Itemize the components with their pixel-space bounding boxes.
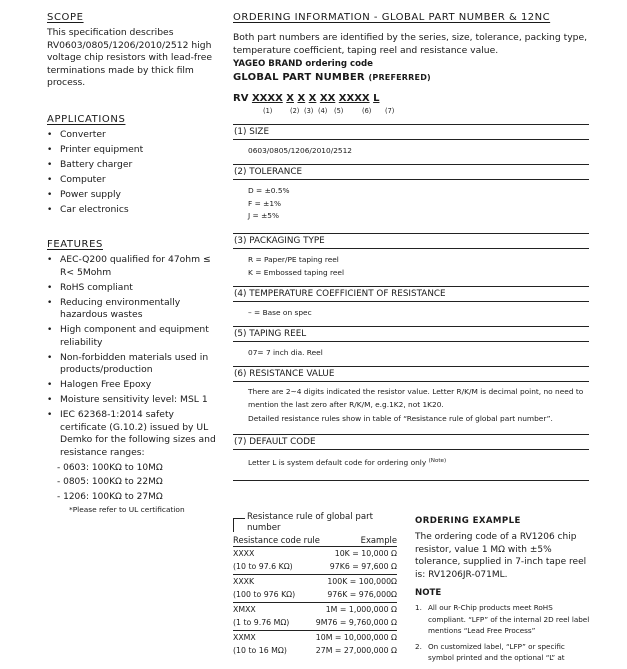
note-text: On customized label, “LFP” or specific symbol printed and the optional “L” at	[428, 641, 565, 662]
field-title: (6) RESISTANCE VALUE	[233, 366, 589, 382]
code-part: X	[297, 93, 306, 104]
table-cell: (10 to 97.6 KΩ)	[233, 562, 293, 571]
field-line: D = ±0.5%	[248, 186, 290, 195]
ordering-heading: ORDERING INFORMATION - GLOBAL PART NUMBER & 12NC	[233, 12, 551, 23]
note-number: 2.	[415, 641, 422, 651]
note-number: 1.	[415, 603, 422, 612]
note-title: NOTE	[415, 588, 442, 598]
code-part: X	[286, 93, 294, 104]
list-item: • Car electronics	[47, 204, 219, 217]
yageo-ordering-code-label: YAGEO BRAND ordering code	[233, 59, 373, 69]
list-item: • Reducing environmentally hazardous wastes	[47, 297, 219, 322]
table-cell: 97K6 = 97,600 Ω	[329, 562, 397, 571]
code-part: XX	[319, 93, 336, 104]
global-part-number-title	[233, 72, 431, 83]
table-row	[233, 631, 397, 659]
table-row	[233, 547, 397, 575]
table-cell: 27M = 27,000,000 Ω	[315, 646, 397, 655]
field-temperature-coefficient	[233, 286, 589, 320]
ordering-example-title: ORDERING EXAMPLE	[415, 516, 521, 526]
table-cell: 9M76 = 9,760,000 Ω	[315, 618, 397, 627]
field-resistance-value	[233, 366, 589, 426]
features-list	[47, 254, 219, 459]
table-cell: (10 to 16 MΩ)	[233, 646, 287, 655]
table-cell: 1M = 1,000,000 Ω	[325, 605, 397, 614]
code-part: XXXX	[251, 93, 283, 104]
field-title: (7) DEFAULT CODE	[233, 434, 589, 450]
note-superscript: (Note)	[428, 458, 447, 464]
code-number: (5)	[334, 107, 344, 115]
table-title: Resistance rule of global part number	[233, 512, 397, 534]
field-packaging-type	[233, 233, 589, 279]
field-line-text: Letter L is system default code for ordering only	[248, 458, 427, 467]
list-item: • Printer equipment	[47, 144, 219, 157]
scope-section	[47, 12, 219, 90]
table-row	[233, 575, 397, 603]
field-tolerance	[233, 164, 589, 223]
applications-list	[47, 129, 219, 217]
field-size	[233, 124, 589, 158]
field-title: (2) TOLERANCE	[233, 164, 589, 180]
ordering-example-section	[415, 516, 590, 668]
table-row	[233, 603, 397, 631]
column-header: Resistance code rule	[233, 535, 320, 545]
field-line: There are 2~4 digits indicated the resistor value. Letter R/K/M is decimal point, no need to mention the last zero after R/K/M, e.g.1K2, not 1K20.	[248, 387, 584, 409]
notes-list	[415, 602, 590, 664]
list-item: - 0603: 100KΩ to 10MΩ	[57, 462, 219, 475]
ul-range-list	[47, 462, 219, 504]
field-taping-reel	[233, 326, 589, 360]
features-section	[47, 239, 219, 514]
field-line: F = ±1%	[248, 198, 282, 208]
code-position-numbers	[233, 107, 403, 117]
table-cell: XMXX	[233, 605, 256, 614]
applications-heading: APPLICATIONS	[47, 114, 126, 125]
field-title: (4) TEMPERATURE COEFFICIENT OF RESISTANCE	[233, 286, 589, 302]
list-item: - 0805: 100KΩ to 22MΩ	[57, 476, 219, 489]
field-line	[248, 455, 589, 470]
field-line: – = Base on spec	[248, 308, 312, 317]
code-number: (2)	[290, 107, 300, 115]
column-header: Example	[360, 535, 397, 545]
field-title: (5) TAPING REEL	[233, 326, 589, 342]
ordering-intro: Both part numbers are identified by the series, size, tolerance, packing type, temperature coefficient, taping reel and resistance value.	[233, 32, 588, 56]
table-cell: (1 to 9.76 MΩ)	[233, 618, 290, 627]
list-item: • Computer	[47, 174, 219, 187]
table-cell: 976K = 976,000Ω	[327, 590, 397, 599]
table-cell: 100K = 100,000Ω	[327, 577, 397, 586]
note-text: All our R-Chip products meet RoHS compliant. “LFP” of the internal 2D reel label mentions “Lead Free Process”	[428, 603, 590, 635]
ordering-example-text: The ordering code of a RV1206 chip resistor, value 1 MΩ with ±5% tolerance, supplied in 7-inch tape reel is: RV1206JR-071ML.	[415, 532, 587, 580]
divider	[233, 480, 589, 481]
field-default-code	[233, 434, 589, 470]
code-part: X	[308, 93, 317, 104]
table-cell: (100 to 976 KΩ)	[233, 590, 296, 599]
code-number: (7)	[385, 107, 395, 115]
list-item: • RoHS compliant	[47, 282, 219, 295]
list-item: • AEC-Q200 qualified for 47ohm ≤ R< 5Mohm	[47, 254, 219, 279]
field-title: (1) SIZE	[233, 124, 589, 140]
scope-heading: SCOPE	[47, 12, 84, 23]
applications-section	[47, 114, 219, 219]
code-number: (4)	[318, 107, 328, 115]
code-number: (1)	[263, 107, 273, 115]
field-line: 07= 7 inch dia. Reel	[248, 348, 323, 357]
list-item: • High component and equipment reliability	[47, 324, 219, 349]
field-line: 0603/0805/1206/2010/2512	[248, 146, 353, 155]
list-item: • Converter	[47, 129, 219, 142]
code-prefix: RV	[233, 93, 249, 104]
code-part: L	[373, 93, 380, 104]
list-item: • Non-forbidden materials used in products/production	[47, 352, 219, 377]
table-cell: XXXX	[233, 549, 255, 558]
table-cell: XXMX	[233, 633, 256, 642]
field-line: Detailed resistance rules show in table of “Resistance rule of global part number”.	[248, 414, 553, 423]
scope-text: This specification describes RV0603/0805/1206/2010/2512 high voltage chip resistors with lead-free terminations made by thick film process.	[47, 27, 212, 88]
resistance-rule-table	[233, 512, 397, 659]
code-number: (3)	[304, 107, 314, 115]
table-cell: 10K = 10,000 Ω	[334, 549, 397, 558]
ul-note: *Please refer to UL certification	[69, 505, 185, 514]
list-item: • Halogen Free Epoxy	[47, 379, 219, 392]
list-item	[415, 641, 590, 664]
code-number: (6)	[362, 107, 372, 115]
features-heading: FEATURES	[47, 239, 103, 250]
list-item: • Moisture sensitivity level: MSL 1	[47, 394, 219, 407]
list-item: • Power supply	[47, 189, 219, 202]
table-header	[233, 534, 397, 547]
list-item: - 1206: 100KΩ to 27MΩ	[57, 491, 219, 504]
part-number-code	[233, 93, 379, 104]
gpn-title-text: GLOBAL PART NUMBER	[233, 72, 365, 83]
code-part: XXXX	[338, 93, 370, 104]
list-item: • IEC 62368-1:2014 safety certificate (G.10.2) issued by UL Demko for the following sizes and resistance ranges:	[47, 409, 219, 459]
field-title: (3) PACKAGING TYPE	[233, 233, 589, 249]
gpn-preferred-text: (PREFERRED)	[368, 73, 431, 82]
field-line: K = Embossed taping reel	[248, 267, 345, 277]
list-item	[415, 602, 590, 637]
field-line: R = Paper/PE taping reel	[248, 255, 339, 264]
list-item: • Battery charger	[47, 159, 219, 172]
field-line: J = ±5%	[248, 211, 279, 220]
table-cell: 10M = 10,000,000 Ω	[315, 633, 397, 642]
table-cell: XXXK	[233, 577, 255, 586]
